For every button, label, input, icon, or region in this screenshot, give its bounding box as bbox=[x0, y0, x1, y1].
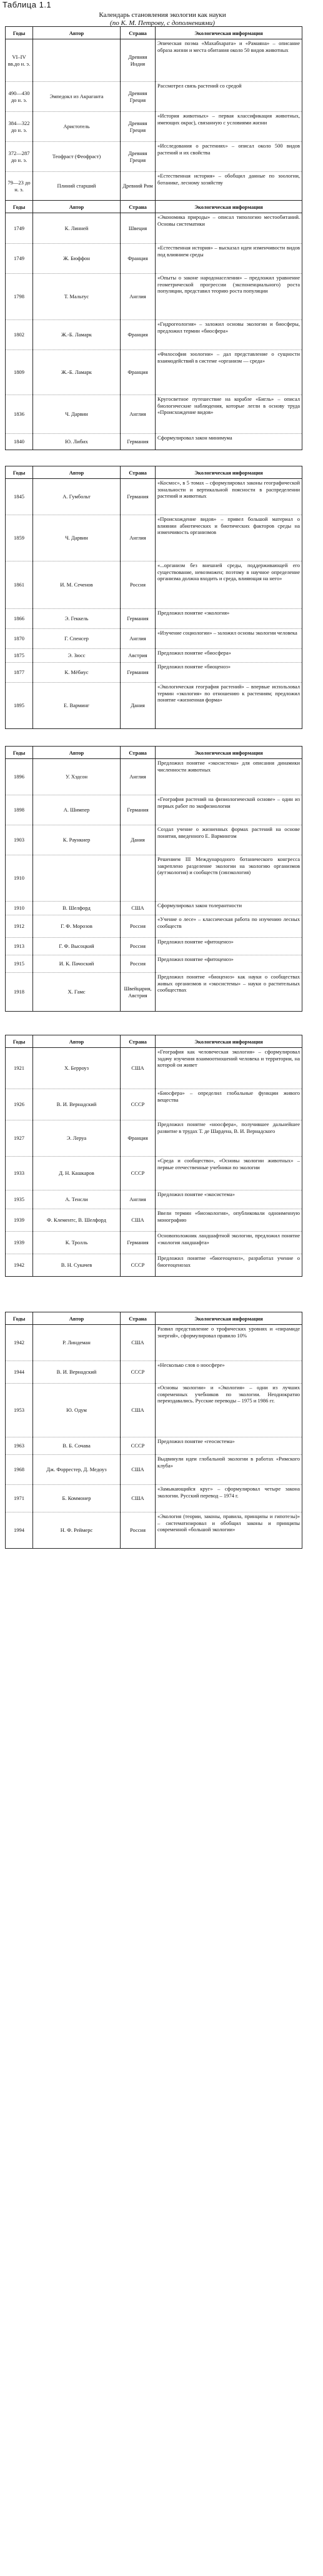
cell-author: В. Шелфорд bbox=[33, 902, 121, 915]
cell-year: 1895 bbox=[6, 683, 33, 729]
cell-country: США bbox=[121, 1485, 156, 1512]
cell-country: Германия bbox=[121, 609, 156, 629]
cell-author: Д. Н. Кашкаров bbox=[33, 1157, 121, 1190]
cell-author: Ч. Дарвин bbox=[33, 395, 121, 434]
cell-year: 372—287 до н. э. bbox=[6, 142, 33, 172]
cell-year: 1935 bbox=[6, 1190, 33, 1209]
cell-author: Эмпедокл из Акраганта bbox=[33, 82, 121, 112]
table-row bbox=[6, 395, 302, 434]
cell-year: 1859 bbox=[6, 515, 33, 561]
cell-year: 1918 bbox=[6, 973, 33, 1012]
cell-country: СССР bbox=[121, 1089, 156, 1120]
cell-author: В. Б. Сочава bbox=[33, 1437, 121, 1455]
table-row bbox=[6, 213, 302, 244]
cell-year: 1840 bbox=[6, 434, 33, 450]
cell-author: К. Раункиер bbox=[33, 825, 121, 855]
cell-country: Россия bbox=[121, 561, 156, 609]
cell-country: Швейцария, Австрия bbox=[121, 973, 156, 1012]
cell-year: 1903 bbox=[6, 825, 33, 855]
column-header-info: Экологическая информация bbox=[156, 1312, 302, 1325]
cell-info: Предложил понятие «экология» bbox=[156, 609, 302, 629]
table-row bbox=[6, 1384, 302, 1437]
table-row bbox=[6, 683, 302, 729]
table-header-row bbox=[6, 747, 302, 759]
cell-year: 1749 bbox=[6, 213, 33, 244]
table-header-row bbox=[6, 1035, 302, 1048]
column-header-info: Экологическая информация bbox=[156, 201, 302, 213]
cell-country: Германия bbox=[121, 795, 156, 825]
cell-country: Австрия bbox=[121, 649, 156, 663]
cell-info: «Изучение социологии» – заложил основы экологии человека bbox=[156, 629, 302, 649]
column-header-author: Автор bbox=[33, 1035, 121, 1048]
cell-country: СССР bbox=[121, 1361, 156, 1384]
table-row bbox=[6, 1512, 302, 1549]
cell-country: Франция bbox=[121, 320, 156, 350]
cell-author bbox=[33, 39, 121, 82]
column-header-year: Годы bbox=[6, 1035, 33, 1048]
title-line-1: Календарь становления экологии как науки bbox=[99, 11, 226, 19]
cell-author: Ж.-Б. Ламарк bbox=[33, 320, 121, 350]
chronology-table-block bbox=[5, 200, 302, 450]
column-header-author: Автор bbox=[33, 201, 121, 213]
cell-year: 1798 bbox=[6, 274, 33, 320]
cell-country: Россия bbox=[121, 955, 156, 973]
column-header-country: Страна bbox=[121, 747, 156, 759]
table-row bbox=[6, 320, 302, 350]
table-row bbox=[6, 561, 302, 609]
cell-year: 490—430 до н. э. bbox=[6, 82, 33, 112]
cell-info: Предложил понятие «биоценоз» как науки о сообществах живых организмов и «экосистемы» – науки о растительных сообществах bbox=[156, 973, 302, 1012]
cell-country: СССР bbox=[121, 1437, 156, 1455]
column-header-year: Годы bbox=[6, 1312, 33, 1325]
cell-info: «История животных» – первая классификация животных, имеющих окрас), связанную с условиями жизни bbox=[156, 112, 302, 142]
table-row bbox=[6, 1157, 302, 1190]
cell-info: «Биосфера» – определил глобальные функции живого вещества bbox=[156, 1089, 302, 1120]
cell-author: К. Мёбиус bbox=[33, 663, 121, 683]
cell-author: А. Гумбольт bbox=[33, 479, 121, 515]
cell-year: 1910 bbox=[6, 902, 33, 915]
cell-author: А. Тенсли bbox=[33, 1190, 121, 1209]
cell-year: 1971 bbox=[6, 1485, 33, 1512]
cell-country: США bbox=[121, 1209, 156, 1232]
cell-info: «Экономика природы» – описал типологию местообитаний. Основы систематики bbox=[156, 213, 302, 244]
cell-author: Ж.-Б. Ламарк bbox=[33, 350, 121, 395]
table-title bbox=[37, 11, 287, 28]
cell-year: 1926 bbox=[6, 1089, 33, 1120]
chronology-table-block bbox=[5, 26, 302, 201]
cell-year: 1915 bbox=[6, 955, 33, 973]
column-header-author: Автор bbox=[33, 1312, 121, 1325]
cell-info: Основоположник ландшафтной экологии, предложил понятие «экология ландшафта» bbox=[156, 1232, 302, 1254]
cell-year: 1845 bbox=[6, 479, 33, 515]
table-row bbox=[6, 663, 302, 683]
cell-author: К. Тролль bbox=[33, 1232, 121, 1254]
cell-author: Э. Зюсс bbox=[33, 649, 121, 663]
table-row bbox=[6, 39, 302, 82]
cell-info: Решением III Международного ботанического конгресса закреплено разделение экологии на экологию организмов (аутэкология) и сообществ (синэкология) bbox=[156, 855, 302, 902]
column-header-year: Годы bbox=[6, 27, 33, 39]
column-header-info: Экологическая информация bbox=[156, 1035, 302, 1048]
chronology-table-block bbox=[5, 746, 302, 1012]
cell-info: «География как человеческая экология» – сформулировал задачу изучения взаимоотношений человека и территории, на которой он живет bbox=[156, 1048, 302, 1089]
cell-year: 1942 bbox=[6, 1325, 33, 1361]
cell-year: 1749 bbox=[6, 244, 33, 274]
table-row bbox=[6, 1437, 302, 1455]
cell-author: Ч. Дарвин bbox=[33, 515, 121, 561]
table-row bbox=[6, 902, 302, 915]
cell-year: 1836 bbox=[6, 395, 33, 434]
cell-author: А. Шимпер bbox=[33, 795, 121, 825]
cell-year: 1896 bbox=[6, 759, 33, 795]
cell-country: США bbox=[121, 1048, 156, 1089]
table-row bbox=[6, 759, 302, 795]
cell-country: Древняя Греция bbox=[121, 82, 156, 112]
cell-author: Т. Мальтус bbox=[33, 274, 121, 320]
column-header-year: Годы bbox=[6, 747, 33, 759]
cell-info: Сформулировал закон минимума bbox=[156, 434, 302, 450]
column-header-info: Экологическая информация bbox=[156, 27, 302, 39]
column-header-author: Автор bbox=[33, 466, 121, 479]
table-row bbox=[6, 142, 302, 172]
table-row bbox=[6, 1089, 302, 1120]
column-header-country: Страна bbox=[121, 201, 156, 213]
table-row bbox=[6, 1232, 302, 1254]
cell-year: 1921 bbox=[6, 1048, 33, 1089]
chronology-table-block bbox=[5, 466, 302, 729]
cell-info: Предложил понятие «фитоценоз» bbox=[156, 955, 302, 973]
cell-author: В. И. Вернадский bbox=[33, 1361, 121, 1384]
table-row bbox=[6, 244, 302, 274]
cell-country: Дания bbox=[121, 683, 156, 729]
cell-info: Предложил понятие «биогеоценоз», разработал учение о биогеоценозах bbox=[156, 1254, 302, 1277]
cell-info: «Естественная история» – обобщил данные по зоологии, ботанике, лесному хозяйству bbox=[156, 172, 302, 201]
table-row bbox=[6, 434, 302, 450]
cell-country: Германия bbox=[121, 479, 156, 515]
chronology-table-block bbox=[5, 1312, 302, 1549]
table-row bbox=[6, 112, 302, 142]
table-row bbox=[6, 609, 302, 629]
cell-country: Германия bbox=[121, 663, 156, 683]
cell-year: 384—322 до н. э. bbox=[6, 112, 33, 142]
cell-year: 1875 bbox=[6, 649, 33, 663]
cell-country: Древний Рим bbox=[121, 172, 156, 201]
column-header-year: Годы bbox=[6, 466, 33, 479]
table-header-row bbox=[6, 466, 302, 479]
cell-info: «Естественная история» – высказал идеи изменчивости видов под влиянием среды bbox=[156, 244, 302, 274]
table-row bbox=[6, 515, 302, 561]
table-row bbox=[6, 938, 302, 955]
cell-country: Швеция bbox=[121, 213, 156, 244]
cell-year: 1912 bbox=[6, 915, 33, 938]
cell-year: 1861 bbox=[6, 561, 33, 609]
cell-year: 1910 bbox=[6, 855, 33, 902]
cell-author: Г. Ф. Морозов bbox=[33, 915, 121, 938]
cell-author: Э. Леруа bbox=[33, 1120, 121, 1157]
cell-country: США bbox=[121, 1384, 156, 1437]
cell-author: И. К. Пачоский bbox=[33, 955, 121, 973]
cell-info: Создал учение о жизненных формах растений на основе понятия, введенного Е. Вармингом bbox=[156, 825, 302, 855]
table-row bbox=[6, 1048, 302, 1089]
table-row bbox=[6, 1209, 302, 1232]
cell-info: «Гидрогеология» – заложил основы экологии и биосферы, предложил термин «биосфера» bbox=[156, 320, 302, 350]
cell-country: Франция bbox=[121, 244, 156, 274]
cell-info: «Опыты о законе народонаселения» – предложил уравнение геометрической прогрессии (экспоненциального) роста популяции, представил теорию роста популяции bbox=[156, 274, 302, 320]
cell-country: Древняя Греция bbox=[121, 112, 156, 142]
cell-country: Англия bbox=[121, 515, 156, 561]
cell-year: 1802 bbox=[6, 320, 33, 350]
table-row bbox=[6, 1455, 302, 1485]
column-header-country: Страна bbox=[121, 1312, 156, 1325]
cell-year: 79—23 до н. э. bbox=[6, 172, 33, 201]
cell-year: 1939 bbox=[6, 1209, 33, 1232]
cell-author: Р. Линдеман bbox=[33, 1325, 121, 1361]
cell-info: Предложил понятие «экосистема» bbox=[156, 1190, 302, 1209]
cell-info: «Космос», в 5 томах – сформулировал законы географической зональности и вертикальной поясности в распределении растений и животных bbox=[156, 479, 302, 515]
cell-info: «Среда и сообщество», «Основы экологии животных» – первые отечественные учебники по экологии bbox=[156, 1157, 302, 1190]
cell-country: США bbox=[121, 902, 156, 915]
column-header-info: Экологическая информация bbox=[156, 466, 302, 479]
cell-country: Англия bbox=[121, 629, 156, 649]
column-header-country: Страна bbox=[121, 1035, 156, 1048]
cell-author: Э. Геккель bbox=[33, 609, 121, 629]
cell-info: Предложил понятие «биоценоз» bbox=[156, 663, 302, 683]
table-row bbox=[6, 1325, 302, 1361]
table-row bbox=[6, 1361, 302, 1384]
cell-year: 1953 bbox=[6, 1384, 33, 1437]
cell-year: 1939 bbox=[6, 1232, 33, 1254]
table-row bbox=[6, 350, 302, 395]
cell-author: Н. Ф. Реймерс bbox=[33, 1512, 121, 1549]
cell-country: Дания bbox=[121, 825, 156, 855]
cell-country: США bbox=[121, 1325, 156, 1361]
cell-country: Англия bbox=[121, 274, 156, 320]
cell-author: В. И. Вернадский bbox=[33, 1089, 121, 1120]
cell-info: Предложил понятие «фитоценоз» bbox=[156, 938, 302, 955]
chronology-table-block bbox=[5, 1035, 302, 1277]
table-row bbox=[6, 825, 302, 855]
table-row bbox=[6, 629, 302, 649]
table-row bbox=[6, 973, 302, 1012]
column-header-author: Автор bbox=[33, 747, 121, 759]
cell-author: В. Н. Сукачев bbox=[33, 1254, 121, 1277]
cell-year: 1877 bbox=[6, 663, 33, 683]
cell-country: СССР bbox=[121, 1157, 156, 1190]
cell-author: Дж. Форрестер, Д. Медоуз bbox=[33, 1455, 121, 1485]
cell-info: «География растений на физиологической основе» – один из первых работ по экофизиологии bbox=[156, 795, 302, 825]
cell-info: Кругосветное путешествие на корабле «Бигль» – описал биологические наблюдения, которые легли в основу труда «Происхождение видов» bbox=[156, 395, 302, 434]
cell-country: Россия bbox=[121, 915, 156, 938]
cell-info: «Несколько слов о ноосфере» bbox=[156, 1361, 302, 1384]
cell-author: Б. Коммонер bbox=[33, 1485, 121, 1512]
cell-author: И. М. Сеченов bbox=[33, 561, 121, 609]
table-header-row bbox=[6, 201, 302, 213]
cell-info: «Исследования о растениях» – описал около 500 видов растений и их свойства bbox=[156, 142, 302, 172]
column-header-year: Годы bbox=[6, 201, 33, 213]
cell-country: Франция bbox=[121, 350, 156, 395]
cell-info: Предложил понятие «геосистема» bbox=[156, 1437, 302, 1455]
cell-country: Германия bbox=[121, 1232, 156, 1254]
table-row bbox=[6, 1190, 302, 1209]
table-caption: Таблица 1.1 bbox=[2, 0, 52, 9]
cell-info: «...организм без внешней среды, поддерживающей его существование, невозможен; поэтому в научное определение организма должна входить и среда, влияющая на него» bbox=[156, 561, 302, 609]
cell-author: Е. Варминг bbox=[33, 683, 121, 729]
cell-author: Х. Гамс bbox=[33, 973, 121, 1012]
cell-info: Предложил понятие «экосистема» для описания динамики численности животных bbox=[156, 759, 302, 795]
cell-info: «Философия зоологии» – дал представление о сущности взаимодействий в системе «организм — среда» bbox=[156, 350, 302, 395]
table-row bbox=[6, 795, 302, 825]
cell-country: Россия bbox=[121, 1512, 156, 1549]
cell-year: 1913 bbox=[6, 938, 33, 955]
table-row bbox=[6, 1254, 302, 1277]
table-row bbox=[6, 1120, 302, 1157]
cell-info: «Экология (теории, законы, правила, принципы и гипотезы)» – систематизировал и обобщил законы и принципы современной «большой экологии» bbox=[156, 1512, 302, 1549]
column-header-author: Автор bbox=[33, 27, 121, 39]
cell-author: У. Хэдсон bbox=[33, 759, 121, 795]
cell-info: «Учение о лесе» – классическая работа по изучению лесных сообществ bbox=[156, 915, 302, 938]
cell-country: Франция bbox=[121, 1120, 156, 1157]
cell-country: СССР bbox=[121, 1254, 156, 1277]
cell-info: Выдвинули идеи глобальной экологии в работах «Римского клуба» bbox=[156, 1455, 302, 1485]
cell-author bbox=[33, 855, 121, 902]
cell-country bbox=[121, 855, 156, 902]
table-row bbox=[6, 479, 302, 515]
cell-year: 1944 bbox=[6, 1361, 33, 1384]
cell-info: «Замыкающийся круг» – сформулировал четыре закона экологии. Русский перевод – 1974 г. bbox=[156, 1485, 302, 1512]
cell-country: Россия bbox=[121, 938, 156, 955]
cell-country: Древняя Индия bbox=[121, 39, 156, 82]
cell-author: К. Линней bbox=[33, 213, 121, 244]
cell-author: Ж. Бюффон bbox=[33, 244, 121, 274]
table-row bbox=[6, 172, 302, 201]
column-header-info: Экологическая информация bbox=[156, 747, 302, 759]
cell-info: Предложил понятие «биосфера» bbox=[156, 649, 302, 663]
cell-year: 1866 bbox=[6, 609, 33, 629]
cell-country: Древняя Греция bbox=[121, 142, 156, 172]
cell-year: 1898 bbox=[6, 795, 33, 825]
cell-country: Англия bbox=[121, 395, 156, 434]
cell-info: «Основы экологии» и «Экология» – одни из лучших современных учебников по экологии. Неоднократно переиздавались. Русские переводы – 1975 и 1986 гг. bbox=[156, 1384, 302, 1437]
cell-info: Эпическая поэма «Махабхарата» и «Рамаяна» – описание образа жизни и места обитания около 50 видов животных bbox=[156, 39, 302, 82]
table-row bbox=[6, 274, 302, 320]
table-row bbox=[6, 1485, 302, 1512]
cell-year: 1942 bbox=[6, 1254, 33, 1277]
cell-year: 1809 bbox=[6, 350, 33, 395]
cell-info: Ввели термин «биоэкология», опубликовали одноименную монографию bbox=[156, 1209, 302, 1232]
cell-year: 1963 bbox=[6, 1437, 33, 1455]
cell-author: Ю. Одум bbox=[33, 1384, 121, 1437]
table-row bbox=[6, 915, 302, 938]
title-line-2-text: (по К. М. Петрову, с дополнениями) bbox=[110, 19, 215, 27]
cell-year: 1968 bbox=[6, 1455, 33, 1485]
cell-country: Англия bbox=[121, 1190, 156, 1209]
cell-info: Предложил понятие «ноосфера», получившее дальнейшее развитие в трудах Т. де Шардена, В. И. Вернадского bbox=[156, 1120, 302, 1157]
table-row bbox=[6, 855, 302, 902]
cell-country: Германия bbox=[121, 434, 156, 450]
cell-author: Ф. Клементс, В. Шелфорд bbox=[33, 1209, 121, 1232]
cell-info: Развил представление о трофических уровнях и «пирамиде энергий», сформулировал правило 10% bbox=[156, 1325, 302, 1361]
cell-author: Теофраст (Феофраст) bbox=[33, 142, 121, 172]
cell-author: Г. Ф. Высоцкий bbox=[33, 938, 121, 955]
table-row bbox=[6, 82, 302, 112]
cell-author: Ю. Либих bbox=[33, 434, 121, 450]
table-row bbox=[6, 649, 302, 663]
cell-info: Рассмотрел связь растений со средой bbox=[156, 82, 302, 112]
cell-author: Х. Берроуз bbox=[33, 1048, 121, 1089]
cell-year: 1870 bbox=[6, 629, 33, 649]
cell-info: «Происхождение видов» – привел большой материал о влиянии абиотических и биотических факторов среды на изменчивость организмов bbox=[156, 515, 302, 561]
cell-year: 1927 bbox=[6, 1120, 33, 1157]
table-header-row bbox=[6, 1312, 302, 1325]
cell-author: Плиний старший bbox=[33, 172, 121, 201]
cell-country: Англия bbox=[121, 759, 156, 795]
table-row bbox=[6, 955, 302, 973]
cell-year: VI–IV вв.до н. э. bbox=[6, 39, 33, 82]
column-header-country: Страна bbox=[121, 27, 156, 39]
table-header-row bbox=[6, 27, 302, 39]
cell-author: Г. Спенсер bbox=[33, 629, 121, 649]
cell-year: 1994 bbox=[6, 1512, 33, 1549]
cell-info: Сформулировал закон толерантности bbox=[156, 902, 302, 915]
column-header-country: Страна bbox=[121, 466, 156, 479]
cell-author: Аристотель bbox=[33, 112, 121, 142]
cell-year: 1933 bbox=[6, 1157, 33, 1190]
cell-info: «Экологическая география растений» – впервые использовал термин «экология» по отношению к растениям; предложил понятие «жизненная форма» bbox=[156, 683, 302, 729]
cell-country: США bbox=[121, 1455, 156, 1485]
